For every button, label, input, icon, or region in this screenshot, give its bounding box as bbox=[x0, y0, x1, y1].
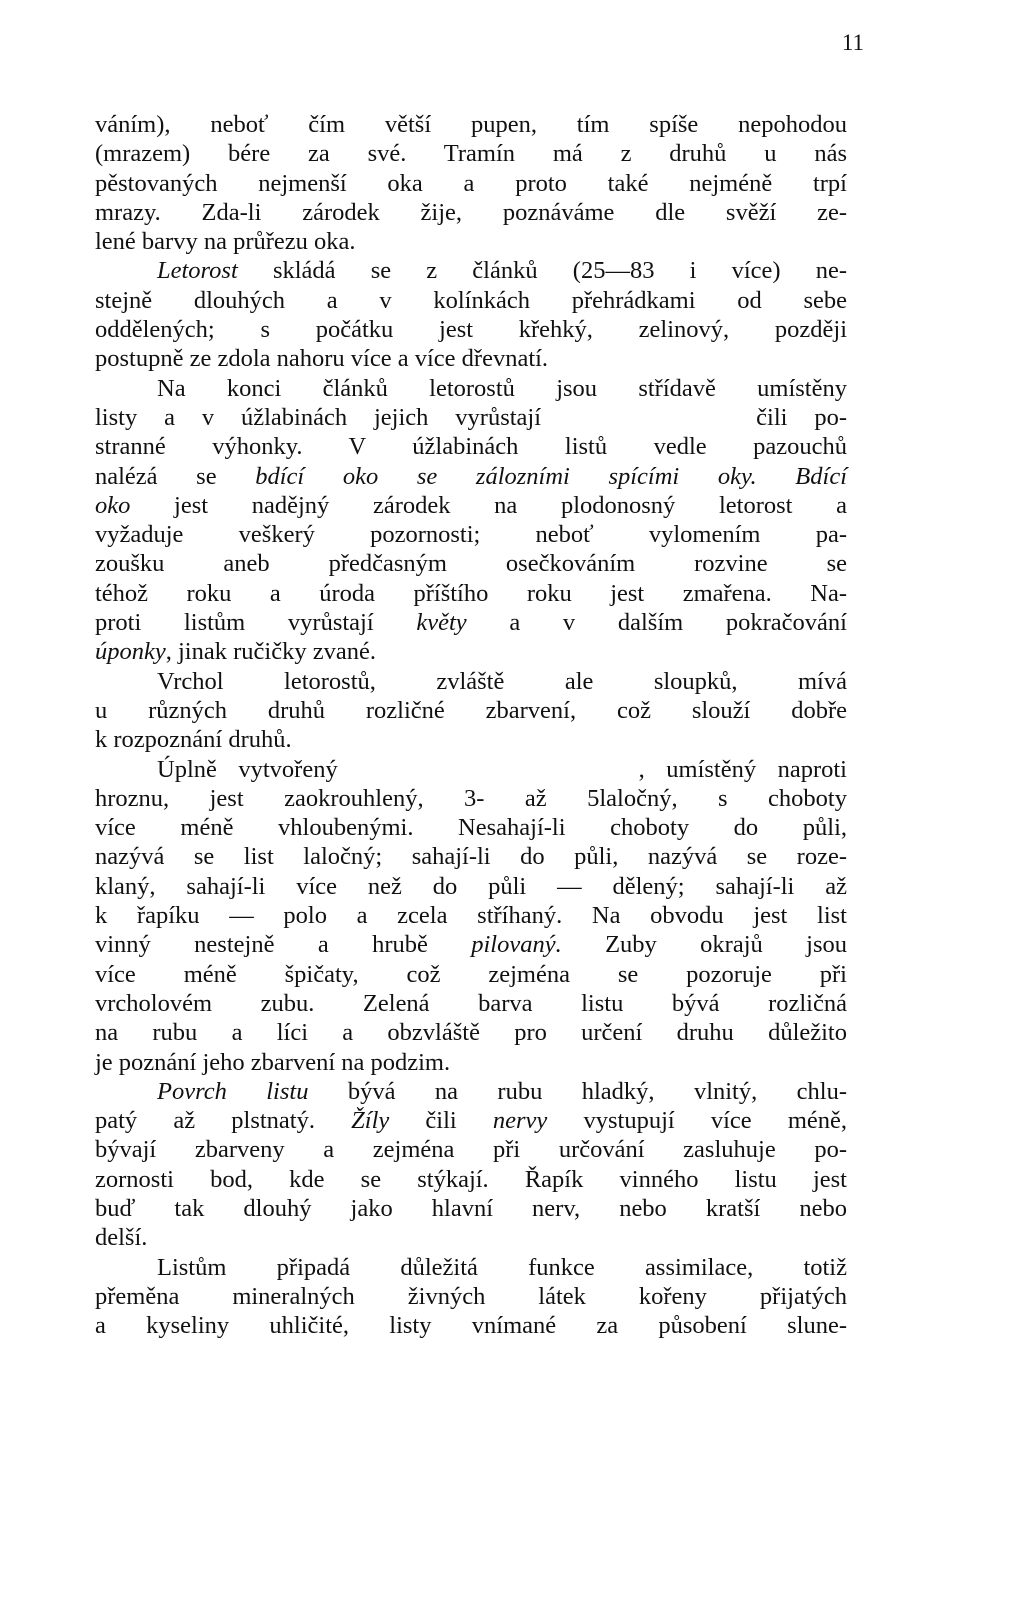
text-line: nazývá se list laločný; sahají-li do půli, nazývá se roze- bbox=[95, 843, 847, 871]
text-line: Povrch listu bývá na rubu hladký, vlnitý, chlu- bbox=[157, 1077, 847, 1105]
text-line: nalézá se bdící oko se zálozními spícími oky. Bdící bbox=[95, 462, 848, 490]
text-line: je poznání jeho zbarvení na podzim. bbox=[95, 1048, 451, 1076]
text-line: delší. bbox=[95, 1224, 148, 1252]
term-italic: úponky bbox=[95, 638, 166, 666]
text-line: na rubu a líci a obzvláště pro určení druhu důležito bbox=[95, 1019, 847, 1047]
text-line: klaný, sahají-li více než do půli — dělený; sahají-li až bbox=[95, 872, 847, 900]
text-line: lené barvy na průřezu oka. bbox=[95, 228, 356, 256]
text-line: Úplně vytvořený , umístěný naproti bbox=[157, 755, 847, 783]
text-line: vyžaduje veškerý pozornosti; neboť vylomením pa- bbox=[95, 521, 847, 549]
page-number: 11 bbox=[841, 30, 864, 55]
term-italic: Povrch listu bbox=[157, 1077, 309, 1105]
text-line: proti listům vyrůstají květy a v dalším pokračování bbox=[95, 609, 847, 637]
term-italic: Žíly bbox=[351, 1107, 390, 1135]
text-line: a kyseliny uhličité, listy vnímané za působení slune- bbox=[95, 1312, 847, 1340]
term-italic: nervy bbox=[492, 1107, 548, 1135]
text-line: hroznu, jest zaokrouhlený, 3- až 5laločný, s choboty bbox=[95, 784, 847, 812]
text-line: k řapíku — polo a zcela stříhaný. Na obvodu jest list bbox=[95, 902, 847, 930]
text-line: k rozpoznání druhů. bbox=[95, 726, 292, 754]
text-line: stejně dlouhých a v kolínkách přehrádkami od sebe bbox=[95, 286, 847, 314]
text-line: Vrchol letorostů, zvláště ale sloupků, mívá bbox=[157, 667, 847, 695]
text-line: listy a v úžlabinách jejich vyrůstají čili po- bbox=[95, 403, 847, 431]
text-line: postupně ze zdola nahoru více a více dřevnatí. bbox=[95, 345, 549, 373]
text-line: stranné výhonky. V úžlabinách listů vedle pazouchů bbox=[95, 433, 847, 461]
text-line: přeměna mineralných živných látek kořeny přijatých bbox=[95, 1282, 847, 1310]
text-line: u různých druhů rozličné zbarvení, což slouží dobře bbox=[95, 696, 847, 724]
text-line: mrazy. Zda-li zárodek žije, poznáváme dle svěží ze- bbox=[95, 198, 847, 226]
text-line: téhož roku a úroda příštího roku jest zmařena. Na- bbox=[95, 579, 847, 607]
term-italic: Bdící bbox=[795, 462, 848, 490]
text-line: oddělených; s počátku jest křehký, zelinový, později bbox=[95, 316, 847, 344]
text-line: vrcholovém zubu. Zelená barva listu bývá rozličná bbox=[95, 989, 847, 1017]
text-line: Na konci článků letorostů jsou střídavě umístěny bbox=[157, 374, 847, 402]
text-line: Letorost skládá se z článků (25—83 i více) ne- bbox=[157, 257, 847, 285]
text-line: více méně špičaty, což zejména se pozoruje při bbox=[95, 960, 847, 988]
text-line: váním), neboť čím větší pupen, tím spíše nepohodou bbox=[95, 111, 847, 138]
text-line: zornosti bod, kde se stýkají. Řapík vinného listu jest bbox=[95, 1165, 847, 1193]
text-line: oko jest nadějný zárodek na plodonosný letorost a bbox=[95, 491, 847, 519]
text-line: vinný nestejně a hrubě pilovaný. Zuby okrajů jsou bbox=[95, 931, 847, 959]
body-text bbox=[95, 110, 847, 1340]
text-line: bývají zbarveny a zejména při určování zasluhuje po- bbox=[95, 1136, 847, 1164]
term-italic: pilovaný. bbox=[471, 931, 562, 959]
text-line: buď tak dlouhý jako hlavní nerv, nebo kratší nebo bbox=[95, 1194, 847, 1222]
text-line: zoušku aneb předčasným osečkováním rozvine se bbox=[95, 550, 847, 578]
text-line: pěstovaných nejmenší oka a proto také nejméně trpí bbox=[95, 169, 847, 197]
term-italic: květy bbox=[416, 609, 467, 637]
text-line: Listům připadá důležitá funkce assimilace, totiž bbox=[157, 1253, 847, 1281]
text-line: úponky, jinak ručičky zvané. bbox=[95, 638, 376, 666]
term-italic: Letorost bbox=[157, 257, 238, 285]
text-line: (mrazem) bére za své. Tramín má z druhů u nás bbox=[95, 140, 847, 168]
term-italic: bdící oko se zálozními spícími oky. bbox=[255, 462, 757, 490]
term-italic: oko bbox=[95, 491, 131, 519]
text-line: více méně vhloubenými. Nesahají-li choboty do půli, bbox=[95, 814, 847, 842]
text-line: patý až plstnatý. Žíly čili nervy vystupují více méně, bbox=[95, 1107, 847, 1135]
